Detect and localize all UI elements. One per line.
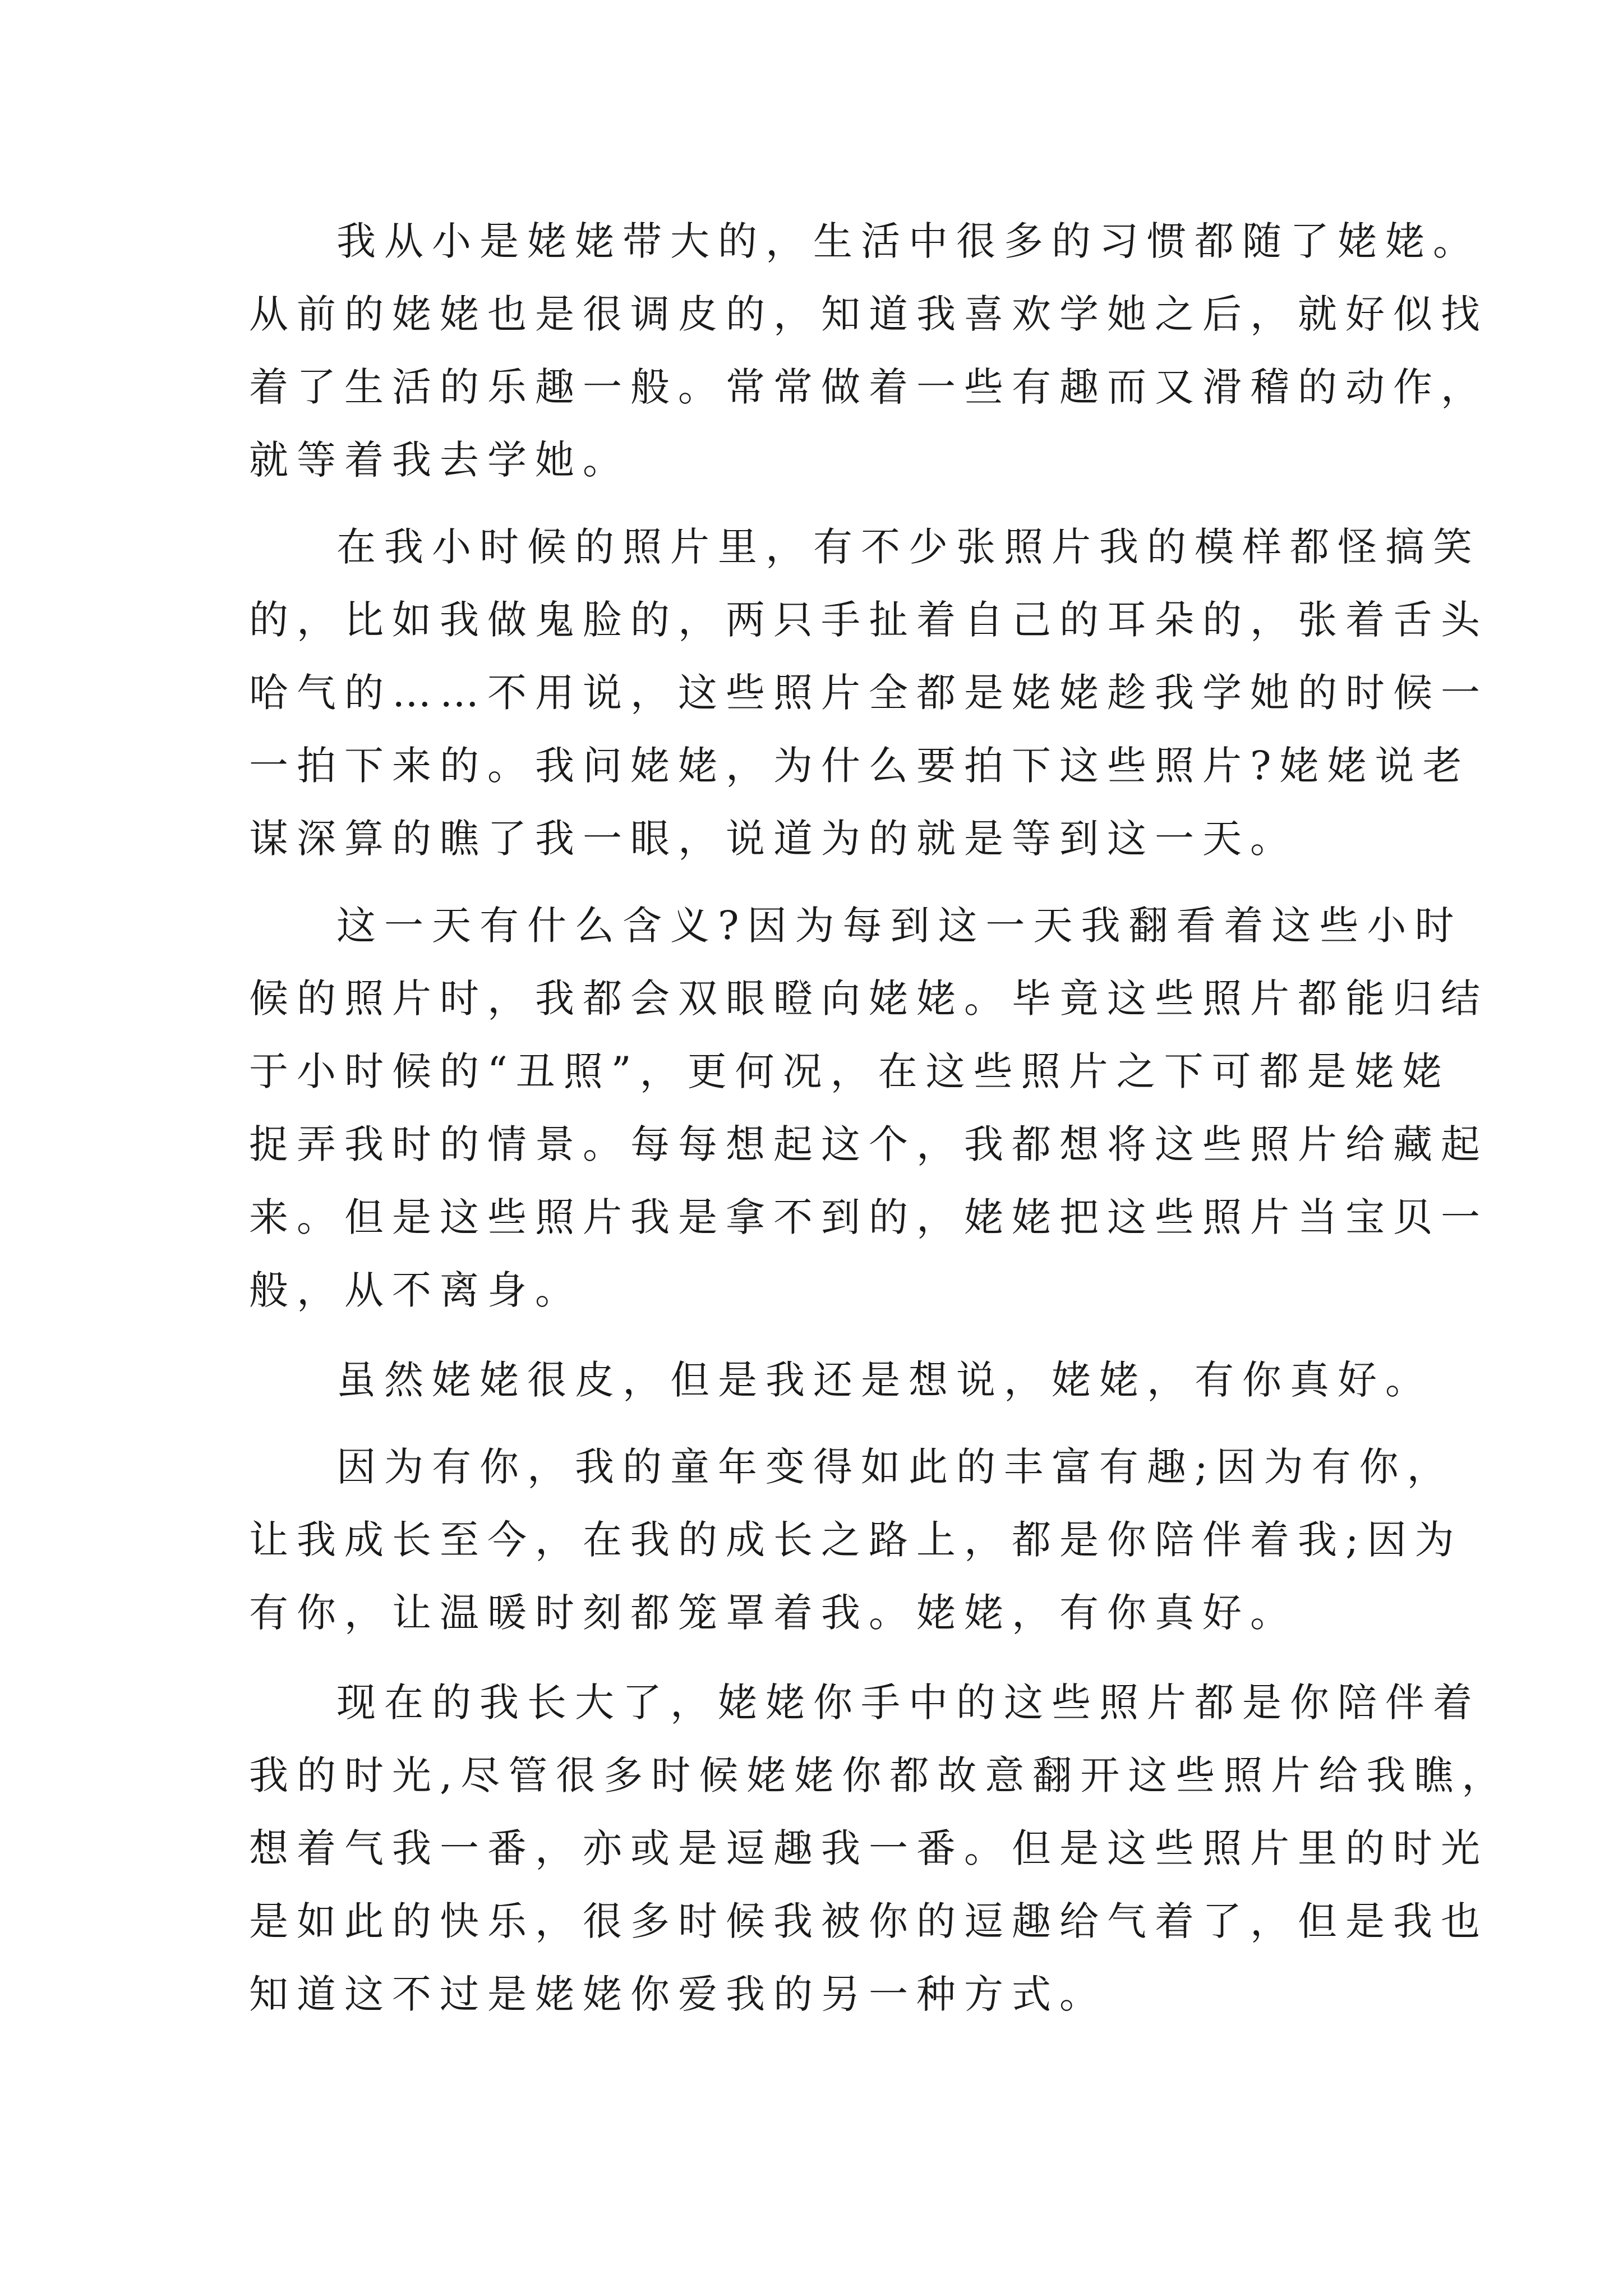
text-line: 我从小是姥姥带大的，生活中很多的习惯都随了姥姥。 xyxy=(336,218,1481,264)
text-line: 谋深算的瞧了我一眼，说道为的就是等到这一天。 xyxy=(249,816,1298,862)
text-line: 一拍下来的。我问姥姥，为什么要拍下这些照片?姥姥说老 xyxy=(249,743,1470,789)
text-line: 般，从不离身。 xyxy=(249,1267,583,1313)
text-line: 知道这不过是姥姥你爱我的另一种方式。 xyxy=(249,1971,1107,2017)
text-line: 现在的我长大了，姥姥你手中的这些照片都是你陪伴着 xyxy=(336,1680,1481,1726)
text-line: 就等着我去学她。 xyxy=(249,437,630,483)
text-line: 让我成长至今，在我的成长之路上，都是你陪伴着我;因为 xyxy=(249,1517,1463,1563)
text-line: 的，比如我做鬼脸的，两只手扯着自己的耳朵的，张着舌头 xyxy=(249,597,1488,643)
text-line: 因为有你，我的童年变得如此的丰富有趣;因为有你， xyxy=(336,1444,1455,1490)
text-line: 捉弄我时的情景。每每想起这个，我都想将这些照片给藏起 xyxy=(249,1121,1488,1167)
text-line: 是如此的快乐，很多时候我被你的逗趣给气着了，但是我也 xyxy=(249,1898,1488,1944)
text-line: 来。但是这些照片我是拿不到的，姥姥把这些照片当宝贝一 xyxy=(249,1194,1488,1240)
text-line: 着了生活的乐趣一般。常常做着一些有趣而又滑稽的动作， xyxy=(249,364,1488,410)
text-line: 有你，让温暖时刻都笼罩着我。姥姥，有你真好。 xyxy=(249,1590,1298,1636)
text-line: 于小时候的“丑照”，更何况，在这些照片之下可都是姥姥 xyxy=(249,1048,1450,1094)
text-line: 从前的姥姥也是很调皮的，知道我喜欢学她之后，就好似找 xyxy=(249,291,1488,337)
text-line: 在我小时候的照片里，有不少张照片我的模样都怪搞笑 xyxy=(336,524,1481,570)
text-line: 我的时光,尽管很多时候姥姥你都故意翻开这些照片给我瞧， xyxy=(249,1752,1510,1798)
text-line: 哈气的……不用说，这些照片全都是姥姥趁我学她的时候一 xyxy=(249,670,1488,716)
text-line: 这一天有什么含义?因为每到这一天我翻看着这些小时 xyxy=(336,903,1463,949)
text-line: 虽然姥姥很皮，但是我还是想说，姥姥，有你真好。 xyxy=(336,1357,1433,1403)
text-line: 候的照片时，我都会双眼瞪向姥姥。毕竟这些照片都能归结 xyxy=(249,976,1488,1022)
text-line: 想着气我一番，亦或是逗趣我一番。但是这些照片里的时光 xyxy=(249,1825,1488,1871)
